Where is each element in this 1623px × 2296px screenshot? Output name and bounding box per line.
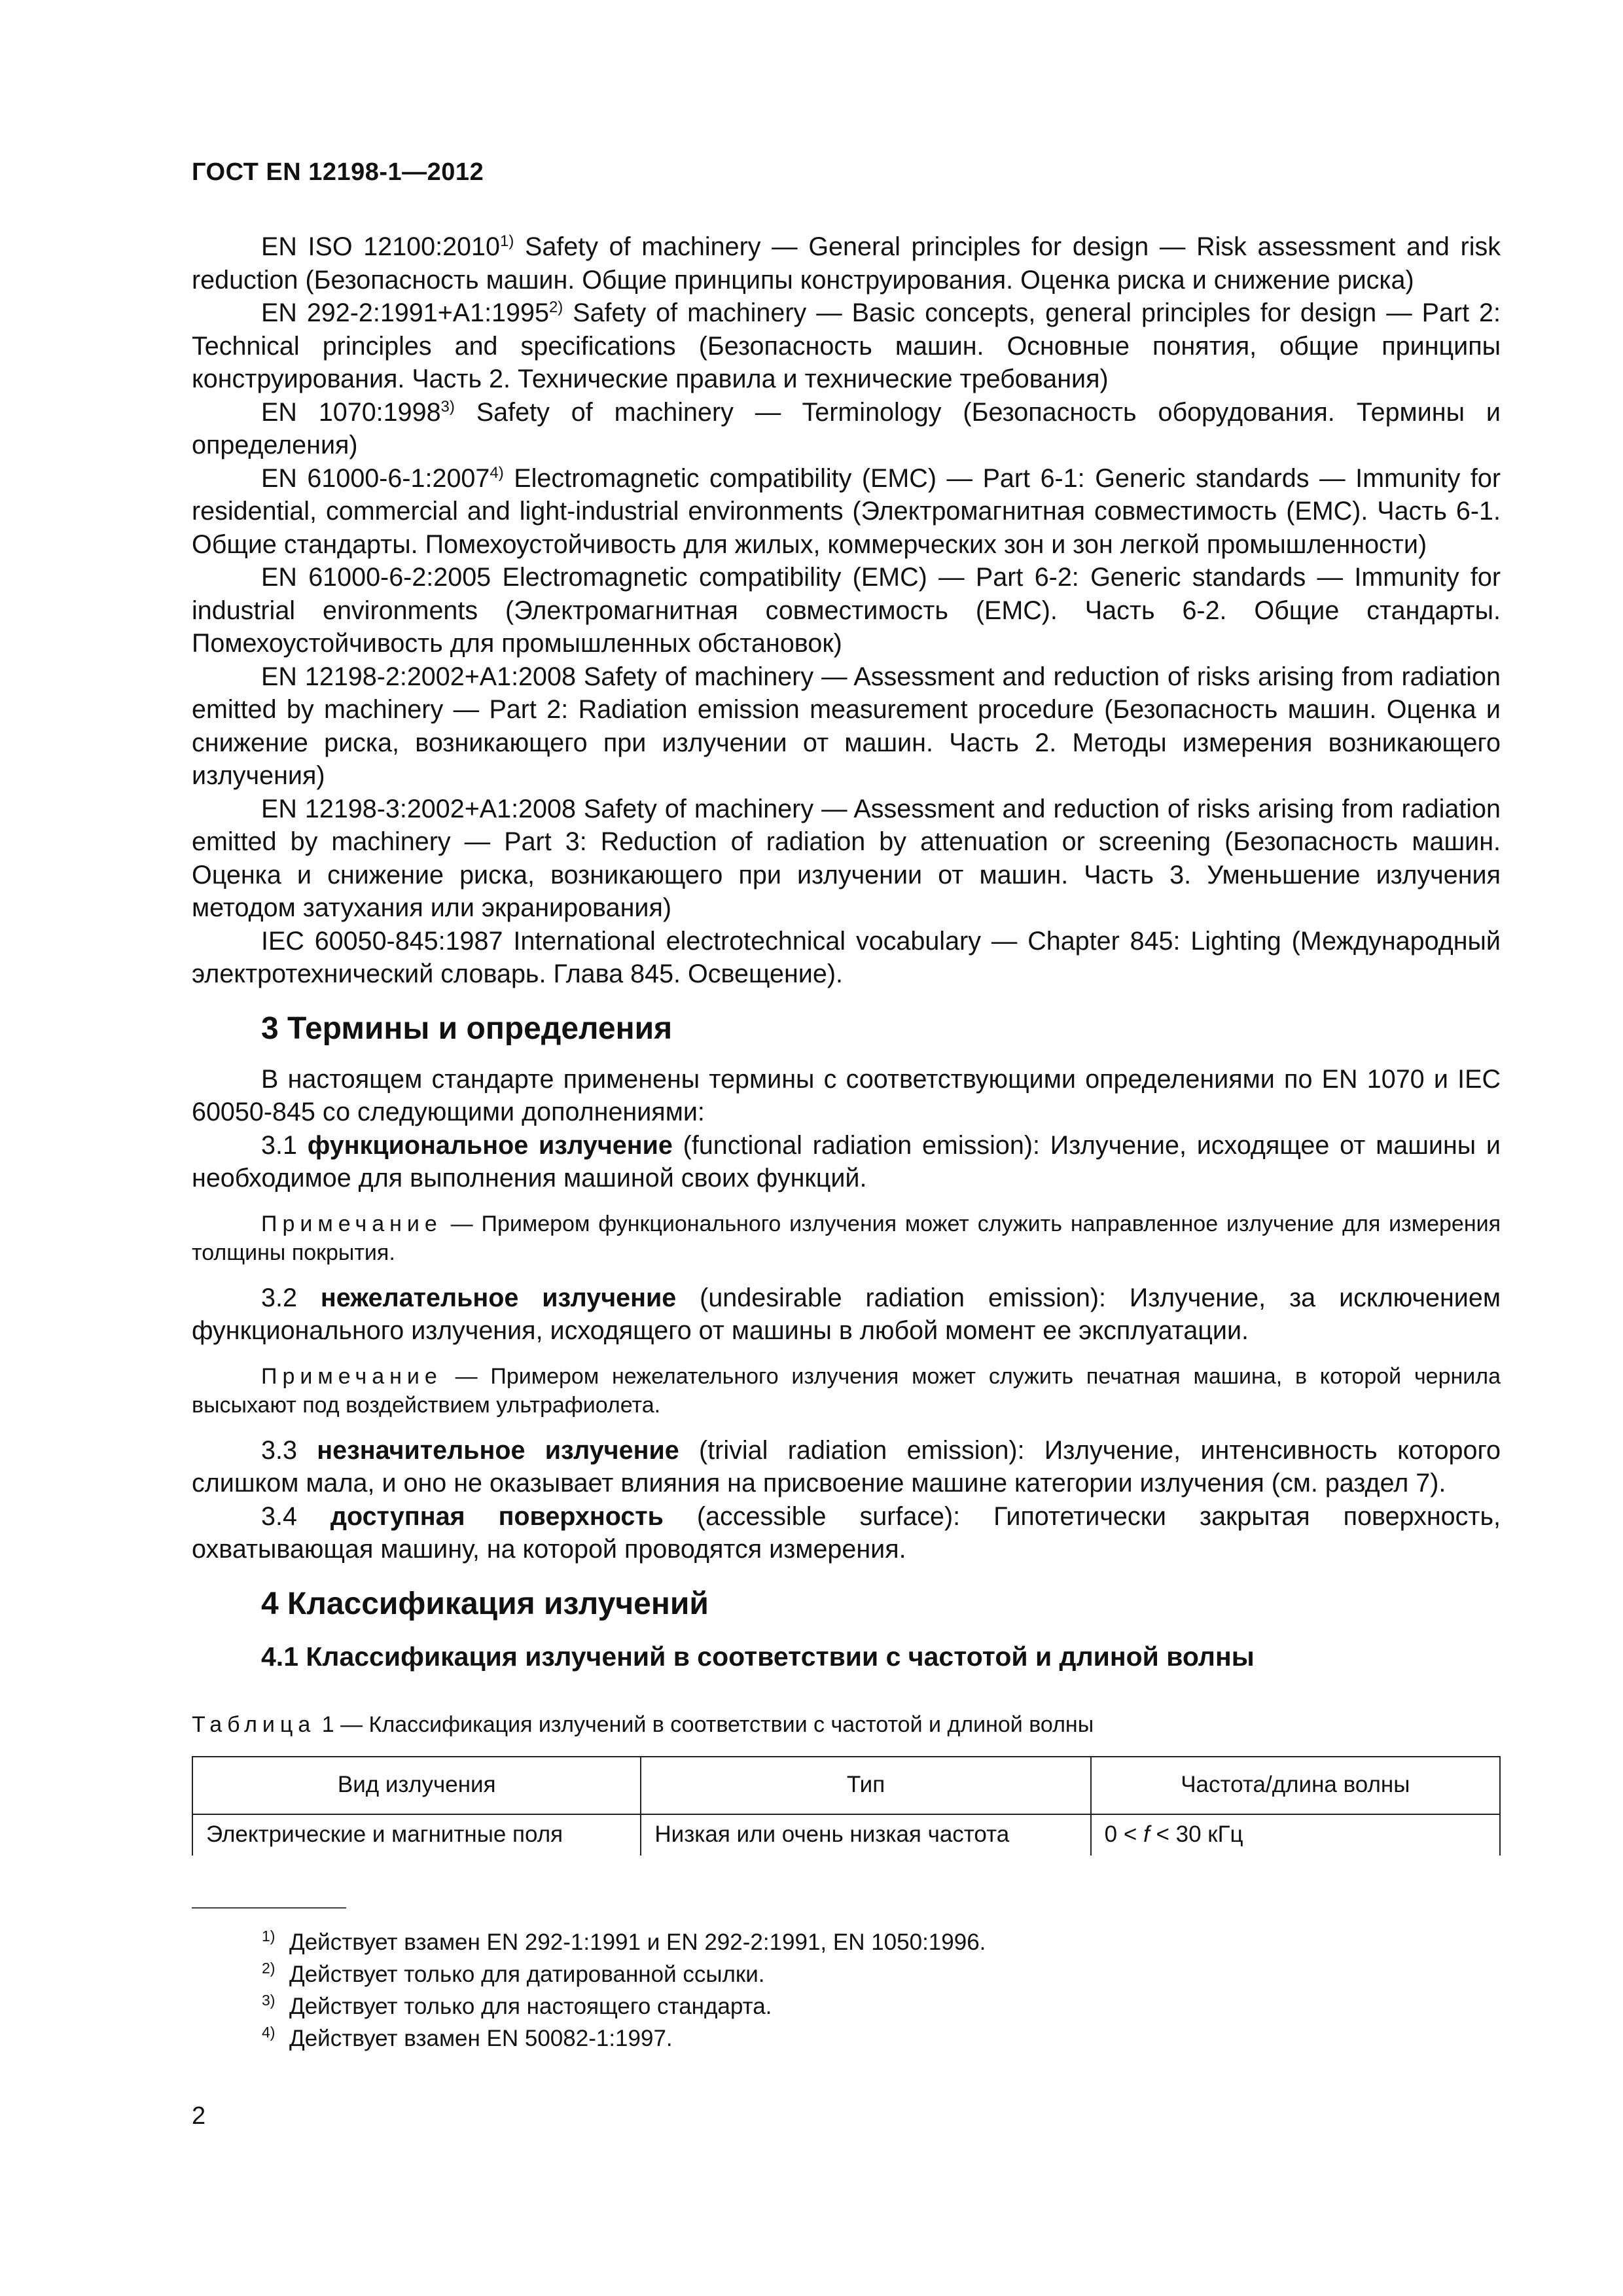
- table-header-row: [192, 1757, 1500, 1814]
- ref-text: Electromagnetic compatibility (EMC) — Part 6-2: Generic standards — Immunity for industrial environments (Электромагнитная совместимость (EMC). Часть 6-2. Общие стандарты. Помехоустойчивость для промышленных обстановок): [192, 563, 1501, 658]
- classification-table: [192, 1756, 1501, 1856]
- ref-text: Safety of machinery — Terminology (Безопасность оборудования. Термины и определения): [192, 397, 1501, 459]
- ref-footnote-mark: 2): [548, 298, 563, 316]
- section-3-heading: 3 Термины и определения: [261, 1011, 673, 1046]
- term-3-3: [192, 1434, 1501, 1500]
- footnote-text: Действует только для настоящего стандарта.: [289, 1994, 772, 2019]
- ref-code: IEC 60050-845:1987: [261, 926, 503, 956]
- footnote-text: Действует взамен EN 50082-1:1997.: [289, 2026, 673, 2051]
- footnote-text: Действует взамен EN 292-1:1991 и EN 292-2:1991, EN 1050:1996.: [289, 1929, 986, 1955]
- note-label: Примечание: [261, 1363, 442, 1389]
- ref-text: International electrotechnical vocabulary — Chapter 845: Lighting (Международный электротехнический словарь. Глава 845. Освещение).: [192, 926, 1501, 988]
- reference-entry: [192, 296, 1501, 396]
- ref-footnote-mark: 3): [440, 397, 455, 416]
- ref-footnote-mark: 4): [490, 463, 504, 482]
- term-definition: (accessible surface): Гипотетически закрытая поверхность, охватывающая машину, на которой проводятся измерения.: [192, 1501, 1501, 1564]
- note-text: — Примером функционального излучения может служить направленное излучение для измерения толщины покрытия.: [192, 1211, 1501, 1265]
- reference-entry: [192, 793, 1501, 925]
- footnote: 4) Действует взамен EN 50082-1:1997.: [262, 2024, 673, 2051]
- term-number: 3.2: [261, 1283, 321, 1312]
- freq-lower: 0 <: [1104, 1821, 1143, 1848]
- term-name: доступная поверхность: [330, 1501, 664, 1531]
- ref-code: EN 1070:1998: [261, 397, 441, 427]
- reference-entry: [192, 561, 1501, 660]
- term-definition: (functional radiation emission): Излучение, исходящее от машины и необходимое для выполнения машиной своих функций.: [192, 1130, 1501, 1193]
- page-number: 2: [192, 2102, 206, 2130]
- footnote: 1) Действует взамен EN 292-1:1991 и EN 292-2:1991, EN 1050:1996.: [262, 1928, 986, 1955]
- term-definition: (trivial radiation emission): Излучение, интенсивность которого слишком мала, и оно не оказывает влияния на присвоение машине категории излучения (см. раздел 7).: [192, 1435, 1501, 1498]
- term-definition: (undesirable radiation emission): Излучение, за исключением функционального излучения, исходящего от машины в любой момент ее эксплуатации.: [192, 1283, 1501, 1345]
- footnotes: [262, 1926, 986, 2054]
- term-3-4: [192, 1500, 1501, 1566]
- term-3-1: [192, 1129, 1501, 1195]
- ref-footnote-mark: 1): [499, 232, 514, 250]
- section-4-heading: 4 Классификация излучений: [261, 1586, 709, 1621]
- section-4-1-heading: 4.1 Классификация излучений в соответствии с частотой и длиной волны: [261, 1641, 1255, 1672]
- reference-entry: [192, 230, 1501, 296]
- ref-code: EN 61000-6-2:2005: [261, 563, 491, 592]
- footnote-text: Действует только для датированной ссылки.: [289, 1962, 765, 1987]
- term-number: 3.3: [261, 1435, 317, 1465]
- table-cell-kind: Электрические и магнитные поля: [192, 1814, 641, 1856]
- note-3-2: [192, 1362, 1501, 1420]
- note-label: Примечание: [261, 1211, 442, 1236]
- freq-upper: < 30 кГц: [1149, 1821, 1243, 1848]
- term-number: 3.4: [261, 1501, 330, 1531]
- table-caption: [192, 1710, 1501, 1739]
- document-header: ГОСТ EN 12198-1—2012: [192, 158, 484, 186]
- table-cell-frequency: [1091, 1814, 1500, 1856]
- note-3-1: [192, 1210, 1501, 1267]
- caption-text: 1 — Классификация излучений в соответствии с частотой и длиной волны: [315, 1712, 1094, 1737]
- freq-variable: f: [1143, 1821, 1150, 1848]
- term-number: 3.1: [261, 1130, 308, 1160]
- page-body: [192, 230, 1501, 1856]
- ref-code: EN 61000-6-1:2007: [261, 463, 490, 493]
- column-header: Вид излучения: [192, 1757, 641, 1814]
- reference-entry: [192, 925, 1501, 991]
- ref-text: Safety of machinery — General principles for design — Risk assessment and risk reduction (Безопасность машин. Общие принципы конструирования. Оценка риска и снижение риска): [192, 232, 1501, 295]
- note-text: — Примером нежелательного излучения может служить печатная машина, в которой чернила высыхают под воздействием ультрафиолета.: [192, 1363, 1501, 1418]
- ref-text: Safety of machinery — Assessment and reduction of risks arising from radiation emitted by machinery — Part 2: Radiation emission measurement procedure (Безопасность машин. Оценка и снижение риска, возникающего при излучении от машин. Часть 2. Методы измерения возникающего излучения): [192, 662, 1501, 790]
- term-3-2: [192, 1282, 1501, 1348]
- table-row: [192, 1814, 1500, 1856]
- term-name: функциональное излучение: [307, 1130, 673, 1160]
- ref-text: Safety of machinery — Basic concepts, general principles for design — Part 2: Technical principles and specifications (Безопасность машин. Основные понятия, общие принципы конструирования. Часть 2. Технические правила и технические требования): [192, 298, 1501, 393]
- footnote-divider: [192, 1907, 346, 1909]
- reference-entry: [192, 462, 1501, 562]
- section-3-intro: В настоящем стандарте применены термины с соответствующими определениями по EN 1070 и IEC 60050-845 со следующими дополнениями:: [192, 1064, 1501, 1126]
- column-header: Тип: [641, 1757, 1090, 1814]
- ref-text: Electromagnetic compatibility (EMC) — Part 6-1: Generic standards — Immunity for residential, commercial and light-industrial environments (Электромагнитная совместимость (EMC). Часть 6-1. Общие стандарты. Помехоустойчивость для жилых, коммерческих зон и зон легкой промышленности): [192, 463, 1501, 559]
- column-header: Частота/длина волны: [1091, 1757, 1500, 1814]
- ref-code: EN 12198-3:2002+A1:2008: [261, 794, 576, 823]
- term-name: нежелательное излучение: [320, 1283, 677, 1312]
- footnote: 3) Действует только для настоящего стандарта.: [262, 1992, 772, 2019]
- ref-code: EN 292-2:1991+A1:1995: [261, 298, 549, 327]
- caption-label: Таблица: [192, 1712, 316, 1737]
- ref-text: Safety of machinery — Assessment and reduction of risks arising from radiation emitted by machinery — Part 3: Reduction of radiation by attenuation or screening (Безопасность машин. Оценка и снижение риска, возникающего при излучении от машин. Часть 3. Уменьшение излучения методом затухания или экранирования): [192, 794, 1501, 922]
- ref-code: EN ISO 12100:2010: [261, 232, 500, 261]
- footnote: 2) Действует только для датированной ссылки.: [262, 1960, 765, 1987]
- ref-code: EN 12198-2:2002+A1:2008: [261, 662, 576, 691]
- reference-entry: [192, 396, 1501, 462]
- reference-entry: [192, 660, 1501, 793]
- table-cell-type: Низкая или очень низкая частота: [641, 1814, 1090, 1856]
- term-name: незначительное излучение: [317, 1435, 679, 1465]
